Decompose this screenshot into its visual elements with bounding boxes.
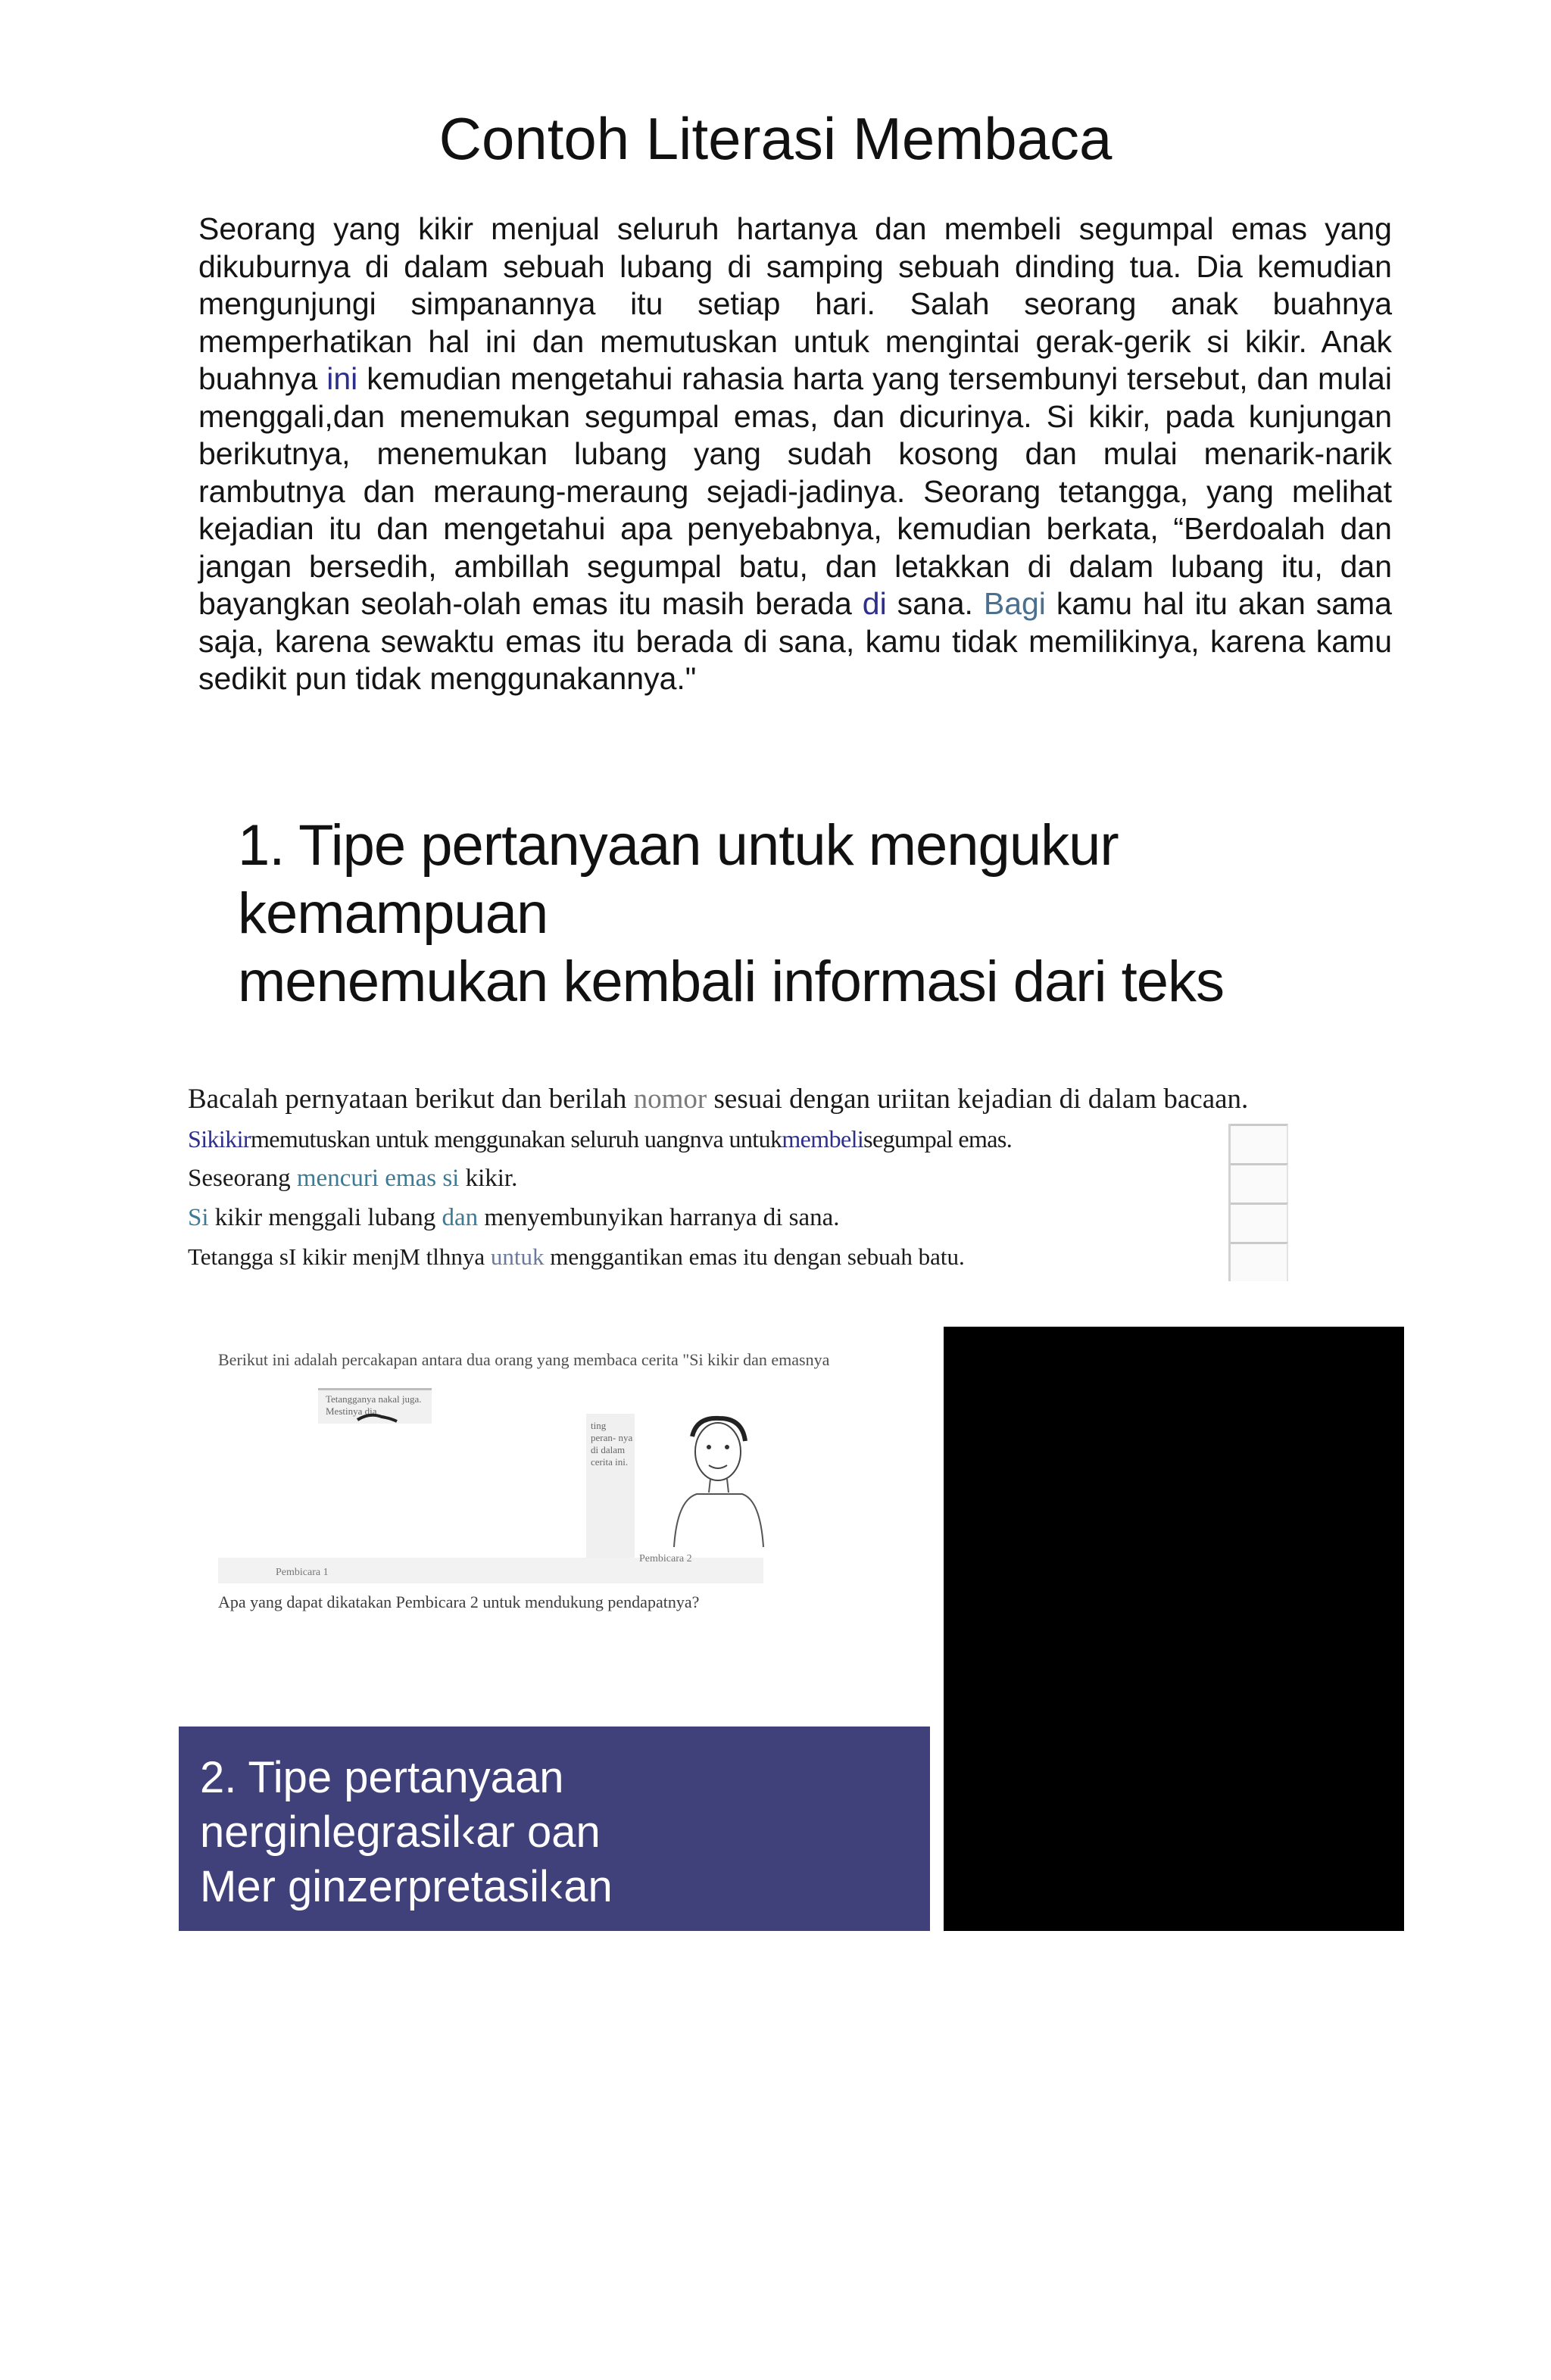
exercise-item-3 [188,1204,840,1232]
exercise-item-2 [188,1165,517,1193]
speaker-2-portrait [666,1414,765,1550]
item-text: kikir. [459,1165,518,1192]
speaker-1-label: Pembicara 1 [276,1567,329,1578]
instruction-text: sesuai dengan uriitan kejadian di dalam bacaan. [707,1084,1249,1115]
passage-word-ini: ini [326,361,358,396]
black-image-placeholder [944,1327,1404,1931]
answer-box[interactable] [1231,1202,1288,1242]
item-text: Tetangga sI kikir menjM tlhnya [188,1243,491,1270]
speaker-2-label: Pembicara 2 [639,1553,692,1564]
dialog-figure [215,1344,897,1624]
answer-box[interactable] [1231,1124,1288,1163]
bubble-text: Tetangganya nakal juga. Mestinya dia [326,1393,422,1417]
passage-text: sana. [886,586,984,621]
passage-word-bagi: Bagi [983,586,1046,621]
speech-bubble-2 [586,1414,635,1558]
bubble-text: ting peran- nya di dalam cerita ini. [591,1420,633,1468]
page-title: Contoh Literasi Membaca [438,105,1113,172]
item-text: Si [188,1204,209,1231]
section-heading-line: nerginlegrasil‹ar oan [200,1808,601,1857]
reading-passage [198,211,1392,698]
item-text: kikir menggali lubang [208,1204,442,1231]
section-heading-line: 2. Tipe pertanyaan [200,1753,564,1802]
passage-text: kemudian mengetahui rahasia harta yang tersembunyi tersebut, dan mulai menggali,dan menemukan segumpal emas, dan dicurinya. Si kikir, pada kunjungan berikutnya, menemukan lubang yang sudah kosong dan mulai menarik-narik rambutnya dan meraung-meraung sejadi-jadinya. Seorang tetangga, yang melihat kejadian itu dan mengetahui apa penyebabnya, kemudian berkata, “Berdoalah dan jangan bersedih, ambillah segumpal batu, dan letakkan di dalam lubang itu, dan bayangkan seolah-olah emas itu masih berada [198,361,1392,621]
exercise-item-1 [188,1125,1012,1153]
item-text: Seseorang [188,1165,297,1192]
answer-boxes [1228,1124,1288,1281]
item-text: menggantikan emas itu dengan sebuah batu. [544,1243,965,1270]
item-text: dan [442,1204,479,1231]
item-text: untuk [490,1243,545,1270]
item-text: mencuri emas si [296,1165,460,1192]
section-heading-line: 1. Tipe pertanyaan untuk mengukur kemampuan [238,813,1119,946]
exercise-item-4 [188,1243,965,1271]
item-text: kikir [207,1125,251,1153]
item-text: memutuskan untuk menggunakan seluruh uangnva untuk [250,1125,782,1153]
section-2-box [179,1727,930,1931]
answer-box[interactable] [1231,1163,1288,1202]
answer-box[interactable] [1231,1242,1288,1281]
section-heading-line: Mer ginzerpretasil‹an [200,1862,613,1911]
item-text: membeli [782,1125,864,1153]
instruction-text: nomor [633,1084,707,1115]
item-text: segumpal emas. [863,1125,1013,1153]
section-heading-line: menemukan kembali informasi dari teks [238,950,1224,1014]
item-text: menyembunyikan harranya di sana. [478,1204,840,1231]
item-text: Si [188,1125,208,1153]
instruction-text: Bacalah pernyataan berikut dan berilah [188,1084,634,1115]
section-heading-2 [200,1751,613,1914]
passage-text: kamu hal itu akan sama saja, karena sewaktu emas itu berada di sana, kamu tidak memilikinya, karena kamu sedikit pun tidak menggunakannya." [198,586,1392,696]
speaker-1-sketch [354,1411,400,1424]
section-heading-1 [238,812,1419,1016]
figure-question: Apa yang dapat dikatakan Pembicara 2 untuk mendukung pendapatnya? [218,1592,700,1611]
passage-text: Seorang yang kikir menjual seluruh hartanya dan membeli segumpal emas yang dikuburnya di dalam sebuah lubang di samping sebuah dinding tua. Dia kemudian mengunjungi simpanannya itu setiap hari. Salah seorang anak buahnya memperhatikan hal ini dan memutuskan untuk mengintai gerak-gerik si kikir. Anak buahnya [198,211,1392,396]
exercise-instruction [188,1083,1248,1115]
passage-word-di: di [862,586,887,621]
figure-heading: Berikut ini adalah percakapan antara dua orang yang membaca cerita "Si kikir dan emasnya [218,1350,830,1369]
